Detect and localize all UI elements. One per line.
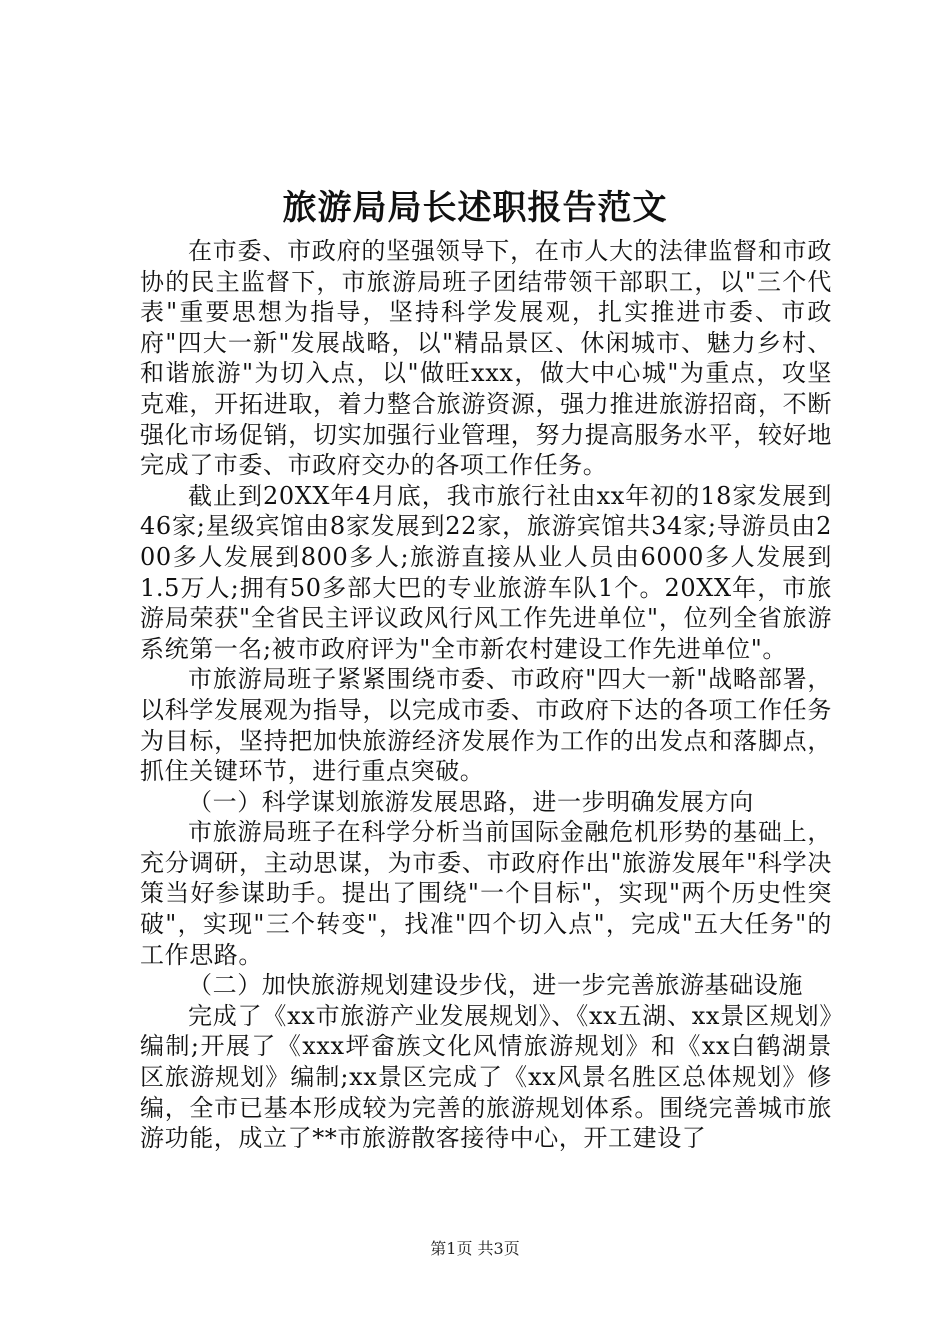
paragraph: 在市委、市政府的坚强领导下，在市人大的法律监督和市政协的民主监督下，市旅游局班子团结带领干部职工，以"三个代表"重要思想为指导，坚持科学发展观，扎实推进市委、市政府"四大一新"发展战略，以"精品景区、休闲城市、魅力乡村、和谐旅游"为切入点，以"做旺xxx，做大中心城"为重点，攻坚克难，开拓进取，着力整合旅游资源，强力推进旅游招商，不断强化市场促销，切实加强行业管理，努力提高服务水平，较好地完成了市委、市政府交办的各项工作任务。 — [140, 237, 832, 480]
page-number: 第1页 共3页 — [430, 1239, 520, 1258]
paragraph: 截止到20XX年4月底，我市旅行社由xx年初的18家发展到46家;星级宾馆由8家发展到22家，旅游宾馆共34家;导游员由200多人发展到800多人;旅游直接从业人员由6000多人发展到1.5万人;拥有50多部大巴的专业旅游车队1个。20XX年，市旅游局荣获"全省民主评议政风行风工作先进单位"，位列全省旅游系统第一名;被市政府评为"全市新农村建设工作先进单位"。 — [140, 481, 832, 663]
paragraph: 完成了《xx市旅游产业发展规划》、《xx五湖、xx景区规划》编制;开展了《xxx坪畲族文化风情旅游规划》和《xx白鹤湖景区旅游规划》编制;xx景区完成了《xx风景名胜区总体规划》修编，全市已基本形成较为完善的旅游规划体系。围绕完善城市旅游功能，成立了**市旅游散客接待中心，开工建设了 — [140, 1001, 832, 1153]
section-heading: （一）科学谋划旅游发展思路，进一步明确发展方向 — [188, 787, 754, 816]
document-body — [140, 236, 832, 1154]
paragraph: 市旅游局班子紧紧围绕市委、市政府"四大一新"战略部署，以科学发展观为指导，以完成市委、市政府下达的各项工作任务为目标，坚持把加快旅游经济发展作为工作的出发点和落脚点，抓住关键环节，进行重点突破。 — [140, 665, 832, 786]
document-title: 旅游局局长述职报告范文 — [282, 188, 668, 228]
paragraph: 市旅游局班子在科学分析当前国际金融危机形势的基础上，充分调研，主动思谋，为市委、市政府作出"旅游发展年"科学决策当好参谋助手。提出了围绕"一个目标"，实现"两个历史性突破"，实现"三个转变"，找准"四个切入点"，完成"五大任务"的工作思路。 — [140, 818, 832, 969]
section-heading: （二）加快旅游规划建设步伐，进一步完善旅游基础设施 — [188, 971, 803, 1000]
